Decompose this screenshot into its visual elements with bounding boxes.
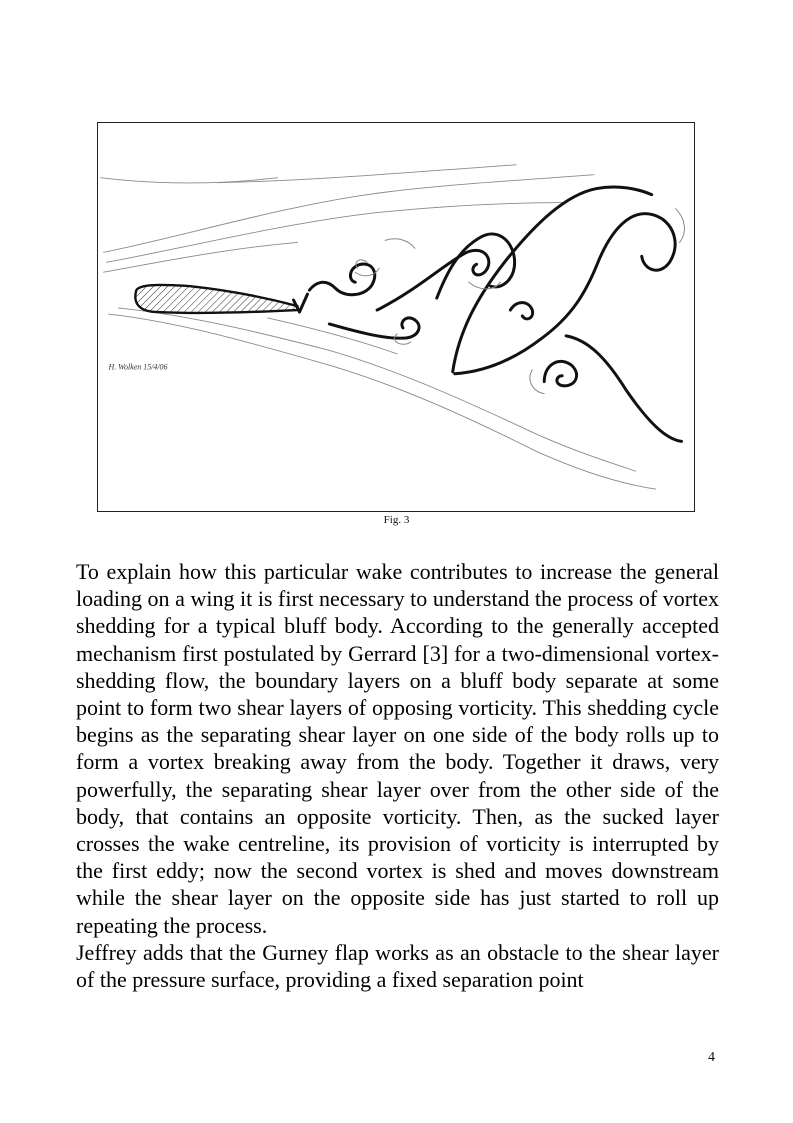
vortex-wake-drawing bbox=[98, 123, 694, 511]
figure-caption: Fig. 3 bbox=[383, 514, 410, 526]
artist-signature: H. Wolken 15/4/06 bbox=[108, 362, 168, 372]
paragraph-gurney-flap: Jeffrey adds that the Gurney flap works as an obstacle to the shear layer of the pressure surface, providing a fixed separation point bbox=[76, 939, 719, 993]
streamlines bbox=[101, 165, 656, 489]
page-number: 4 bbox=[708, 1050, 715, 1065]
paragraph-vortex-shedding: To explain how this particular wake contributes to increase the general loading on a wing it is first necessary to understand the process of vortex shedding for a typical bluff body. According to the generally accepted mechanism first postulated by Gerrard [3] for a two-dimensional vortex-shedding flow, the boundary layers on a bluff body separate at some point to form two shear layers of opposing vorticity. This shedding cycle begins as the separating shear layer on one side of the body rolls up to form a vortex breaking away from the body. Together it draws, very powerfully, the separating shear layer over from the other side of the body, that contains an opposite vorticity. Then, as the sucked layer crosses the wake centreline, its provision of vorticity is interrupted by the first eddy; now the second vortex is shed and moves downstream while the shear layer on the opposite side has just started to roll up repeating the process. bbox=[76, 559, 719, 938]
airfoil-body bbox=[135, 285, 307, 313]
figure-3-sketch bbox=[97, 122, 695, 512]
eddy-strokes bbox=[355, 209, 684, 394]
body-text bbox=[76, 558, 719, 993]
vortex-street bbox=[309, 187, 681, 441]
